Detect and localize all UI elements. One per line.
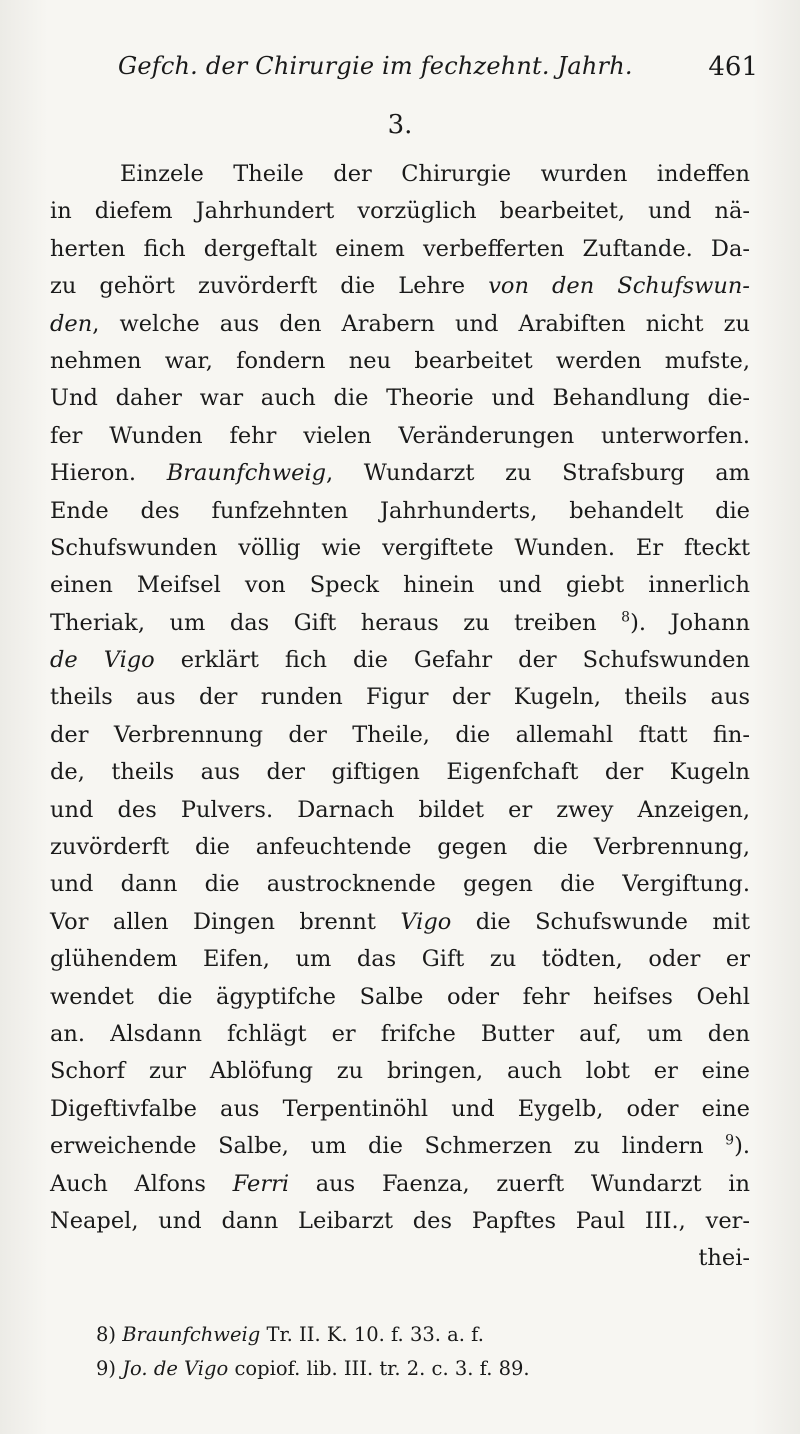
- text-run: 9): [96, 1357, 123, 1380]
- italic-text: Jo. de Vigo: [122, 1357, 229, 1380]
- text-run: thei-: [698, 1245, 750, 1272]
- text-line: [50, 343, 750, 380]
- text-run: an. Alsdann fchlägt er frifche Butter auf, um den: [50, 1020, 750, 1047]
- text-run: Vor allen Dingen brennt: [50, 908, 401, 935]
- text-line: [50, 866, 750, 903]
- italic-text: von den Schufswun-: [488, 273, 750, 300]
- text-line: [50, 941, 750, 978]
- text-run: zuvörderft die anfeuchtende gegen die Verbrennung,: [50, 834, 750, 861]
- text-run: Neapel, und dann Leibarzt des Papftes Paul III., ver-: [50, 1207, 750, 1234]
- text-line: [50, 979, 750, 1016]
- text-line: [50, 1053, 750, 1090]
- text-run: Hieron.: [50, 460, 167, 487]
- text-run: Theriak, um das Gift heraus zu treiben: [50, 609, 622, 636]
- italic-text: den: [50, 310, 93, 337]
- text-run: herten fich dergeftalt einem verbefferten Zuftande. Da-: [50, 235, 750, 262]
- text-line: [50, 679, 750, 716]
- text-run: Ende des funfzehnten Jahrhunderts, behandelt die: [50, 497, 750, 524]
- text-run: Auch Alfons: [50, 1170, 233, 1197]
- footnotes: [96, 1318, 756, 1386]
- running-header: [118, 52, 758, 92]
- text-line: [50, 156, 750, 193]
- text-line: [50, 380, 750, 417]
- text-run: ). Johann: [630, 609, 750, 636]
- text-run: und dann die austrocknende gegen die Vergiftung.: [50, 871, 750, 898]
- section-number: 3.: [387, 110, 413, 140]
- text-run: erklärt fich die Gefahr der Schufswunden: [154, 647, 750, 674]
- text-run: de, theils aus der giftigen Eigenfchaft der Kugeln: [50, 759, 750, 786]
- text-run: Und daher war auch die Theorie und Behandlung die-: [50, 385, 750, 412]
- italic-text: Braunfchweig: [122, 1323, 261, 1346]
- text-run: Schufswunden völlig wie vergiftete Wunden. Er fteckt: [50, 534, 750, 561]
- text-line: [50, 1091, 750, 1128]
- italic-text: de Vigo: [50, 647, 155, 674]
- body-text: [50, 156, 750, 1278]
- text-line: [50, 231, 750, 268]
- text-line: [50, 567, 750, 604]
- footnote: [96, 1352, 756, 1386]
- text-line: [50, 792, 750, 829]
- text-run: , Wundarzt zu Strafsburg am: [326, 460, 750, 487]
- text-run: in diefem Jahrhundert vorzüglich bearbeitet, und nä-: [50, 198, 750, 225]
- footnote-marker: 9: [725, 1132, 735, 1149]
- italic-text: Ferri: [232, 1170, 290, 1197]
- text-line: [50, 1203, 750, 1240]
- text-line: [50, 754, 750, 791]
- text-run: theils aus der runden Figur der Kugeln, theils aus: [50, 684, 750, 711]
- text-line: [50, 530, 750, 567]
- text-run: ).: [734, 1133, 750, 1160]
- text-line: [50, 1166, 750, 1203]
- text-line: [50, 829, 750, 866]
- text-run: Tr. II. K. 10. f. 33. a. f.: [260, 1323, 484, 1346]
- text-line: [50, 455, 750, 492]
- text-run: nehmen war, fondern neu bearbeitet werden mufste,: [50, 347, 750, 374]
- running-title: Gefch. der Chirurgie im fechzehnt. Jahrh.: [118, 52, 633, 80]
- footnote: [96, 1318, 756, 1352]
- text-run: glühendem Eifen, um das Gift zu tödten, oder er: [50, 946, 750, 973]
- text-run: Schorf zur Ablöfung zu bringen, auch lobt er eine: [50, 1058, 750, 1085]
- text-line: [50, 1240, 750, 1277]
- text-line: [50, 418, 750, 455]
- text-run: , welche aus den Arabern und Arabiften nicht zu: [92, 310, 750, 337]
- italic-text: Braunfchweig: [166, 460, 326, 487]
- text-run: einen Meifsel von Speck hinein und giebt innerlich: [50, 572, 750, 599]
- text-run: Einzele Theile der Chirurgie wurden indeffen: [120, 161, 750, 187]
- page-number: 461: [708, 52, 758, 82]
- text-run: copiof. lib. III. tr. 2. c. 3. f. 89.: [228, 1357, 530, 1380]
- text-run: Digeftivfalbe aus Terpentinöhl und Eygelb, oder eine: [50, 1095, 750, 1122]
- text-line: [50, 904, 750, 941]
- text-run: erweichende Salbe, um die Schmerzen zu lindern: [50, 1133, 726, 1160]
- text-line: [50, 268, 750, 305]
- text-run: 8): [96, 1323, 123, 1346]
- text-line: [50, 717, 750, 754]
- text-run: die Schufswunde mit: [451, 908, 750, 935]
- text-run: der Verbrennung der Theile, die allemahl ftatt fin-: [50, 721, 750, 748]
- text-run: zu gehört zuvörderft die Lehre: [50, 273, 489, 300]
- text-line: [50, 193, 750, 230]
- text-line: [50, 642, 750, 679]
- text-run: und des Pulvers. Darnach bildet er zwey Anzeigen,: [50, 796, 750, 823]
- footnote-marker: 8: [621, 609, 631, 626]
- text-line: [50, 493, 750, 530]
- text-line: [50, 306, 750, 343]
- text-line: [50, 1128, 750, 1165]
- italic-text: Vigo: [400, 908, 452, 935]
- text-run: wendet die ägyptifche Salbe oder fehr heifses Oehl: [50, 983, 750, 1010]
- text-line: [50, 605, 750, 642]
- text-run: fer Wunden fehr vielen Veränderungen unterworfen.: [50, 422, 750, 449]
- text-line: [50, 1016, 750, 1053]
- text-run: aus Faenza, zuerft Wundarzt in: [289, 1170, 750, 1197]
